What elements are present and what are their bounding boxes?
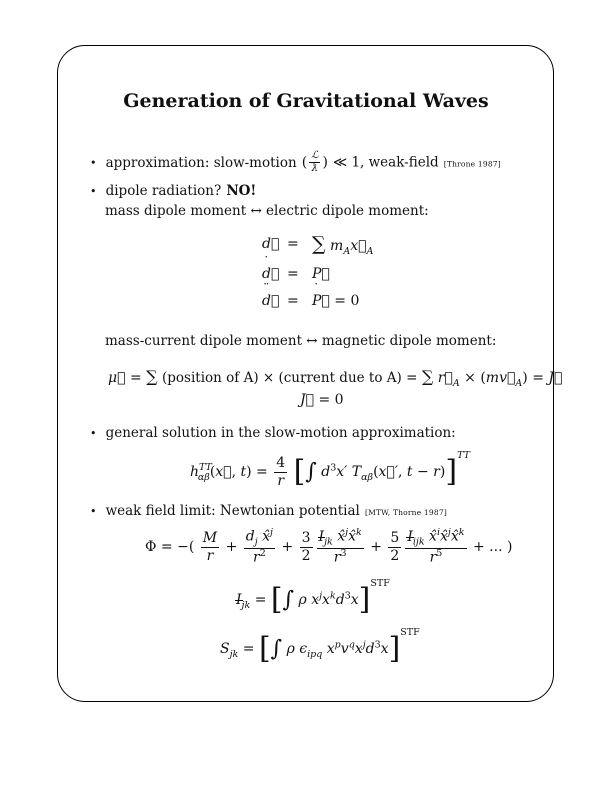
reference-throne: [Throne 1987] bbox=[443, 159, 501, 169]
bullet-marker: • bbox=[90, 185, 97, 198]
eq1-rhs: ∑ $m_Ax⃗_A$ bbox=[312, 233, 374, 257]
slide-title: Generation of Gravitational Waves bbox=[123, 90, 489, 112]
paren-close: ) bbox=[322, 154, 328, 171]
bullet-4-text: weak field limit: Newtonian potential bbox=[105, 503, 360, 519]
magnetic-moment-eq: μ⃗ = ∑ (position of A) × (current due to A) = ∑ $r⃗_A$ × $(mv⃗_A)$ = J⃗ bbox=[108, 367, 563, 389]
eq1-sign: = bbox=[287, 236, 299, 252]
current-quadrupole-eq: $S_{jk}$ = [∫ ρ $\epsilon_{ipq}$ $x^pv^qx^jd^3x]^{STF}$ bbox=[220, 627, 420, 666]
eq2-lhs: ˙ d⃗ bbox=[262, 266, 279, 282]
paren-open: ( bbox=[301, 154, 308, 171]
angular-momentum-eq: ˙ J⃗ = 0 bbox=[300, 392, 344, 408]
quadrupole-moment-eq: $I_{jk}$ = [∫ ρ $x^jx^kd^3x]^{STF}$ bbox=[236, 578, 390, 617]
mass-current-line: mass-current dipole moment ↔ magnetic dipole moment: bbox=[105, 333, 497, 349]
eq2-sign: = bbox=[287, 266, 299, 282]
eq3-rhs: ˙ P⃗ = 0 bbox=[312, 293, 359, 309]
mass-dipole-line: mass dipole moment ↔ electric dipole moment: bbox=[105, 203, 429, 219]
bullet-1 bbox=[90, 150, 501, 174]
slow-motion-ratio: $\frac{\text{ℒ}}{ƛ}$ bbox=[311, 150, 319, 174]
bullet-4 bbox=[90, 500, 447, 519]
reference-mtw: [MTW, Thorne 1987] bbox=[364, 508, 447, 517]
bullet-3-text: general solution in the slow-motion approximation: bbox=[105, 425, 456, 441]
bullet-3 bbox=[90, 422, 456, 441]
bullet-1-text: approximation: slow-motion bbox=[105, 154, 297, 171]
eq3-sign: = bbox=[287, 293, 299, 309]
bullet-2-text: dipole radiation? bbox=[105, 183, 222, 199]
eq1-lhs: d⃗ bbox=[262, 236, 280, 252]
newtonian-potential-eq: Φ = −( $\frac{M}{r}$ + $\frac{d_j x̂^j}{r^2}$ + $\frac{3}{2}$ $\frac{I_{jk} x̂^jx̂^k}{r^3}$ + $\frac{5}{2}$ $\frac{I_{ijk} x̂^ix̂^jx̂^k}{r^5}$ + ... ) bbox=[145, 527, 513, 567]
bullet-marker: • bbox=[90, 505, 97, 518]
general-solution-eq: $h^{TT}_{\alpha\beta}(x⃗$, t) = $\frac{4}{r}$ [∫ $d^3x'$ $T_{\alpha\beta}(x⃗'$, t − r)]$^{TT}$ bbox=[190, 450, 470, 489]
bullet-2 bbox=[90, 180, 256, 199]
bullet-marker: • bbox=[90, 156, 97, 170]
eq3-lhs: ¨ d⃗ bbox=[262, 293, 279, 309]
eq2-rhs: P⃗ bbox=[312, 266, 330, 282]
bullet-1-text-b: ≪ 1, weak-field bbox=[333, 154, 439, 171]
bullet-2-answer: NO! bbox=[226, 183, 257, 199]
bullet-marker: • bbox=[90, 427, 97, 440]
